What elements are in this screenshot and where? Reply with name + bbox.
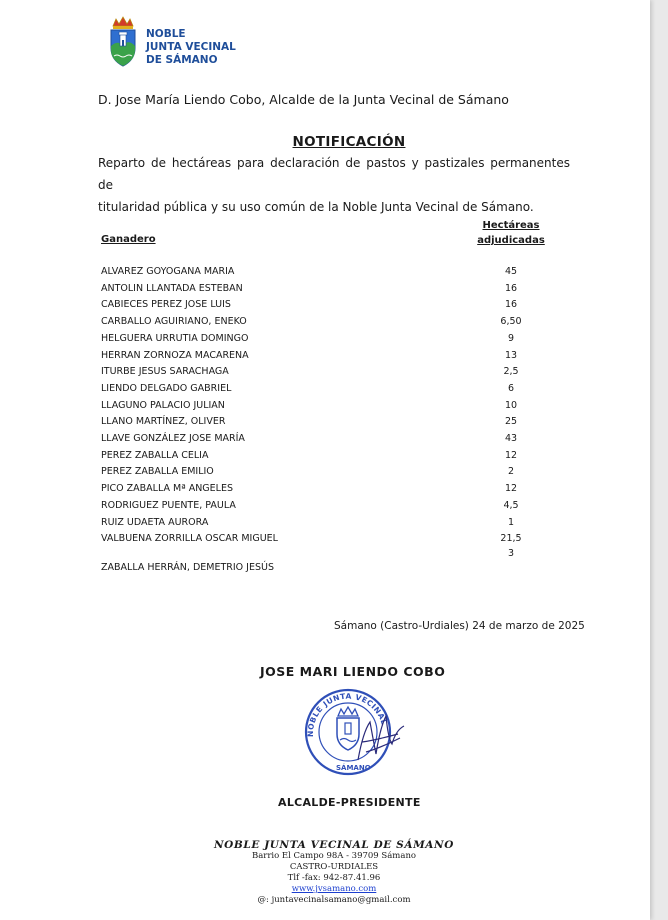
ganadero-name: ANTOLIN LLANTADA ESTEBAN: [101, 282, 243, 294]
hectareas-value: 12: [504, 449, 518, 461]
table-row: [101, 350, 561, 366]
hectareas-value: 4,5: [503, 499, 519, 511]
ganadero-name: HERRAN ZORNOZA MACARENA: [101, 349, 249, 361]
coat-of-arms-icon: [107, 16, 139, 68]
table-row: [101, 283, 561, 299]
ganadero-name: RODRIGUEZ PUENTE, PAULA: [101, 499, 236, 511]
hectareas-value: 25: [504, 416, 518, 428]
ganadero-name: HELGUERA URRUTIA DOMINGO: [101, 332, 249, 344]
table-row: [101, 299, 561, 315]
hectareas-value: 16: [504, 282, 518, 294]
column-header-hectareas: [471, 218, 551, 248]
svg-text:SÁMANO: SÁMANO: [336, 764, 371, 772]
signatory-name: JOSE MARI LIENDO COBO: [260, 664, 446, 679]
org-name-line3: DE SÁMANO: [146, 54, 218, 66]
footer-email[interactable]: @: juntavecinalsamano@gmail.com: [257, 895, 411, 905]
hectareas-value: 43: [504, 433, 518, 444]
ganadero-name: PEREZ ZABALLA EMILIO: [101, 466, 214, 478]
ganadero-name: LLANO MARTÍNEZ, OLIVER: [101, 416, 226, 428]
ganadero-name: LIENDO DELGADO GABRIEL: [101, 382, 232, 394]
ganadero-name: ITURBE JESUS SARACHAGA: [101, 366, 229, 378]
svg-text:NOBLE JUNTA VECINAL: NOBLE JUNTA VECINAL: [305, 691, 389, 738]
hectareas-value: 45: [504, 266, 518, 277]
ganadero-name: LLAVE GONZÁLEZ JOSE MARÍA: [101, 433, 245, 444]
extra-value: 3: [507, 548, 515, 559]
hectareas-value: 10: [504, 399, 518, 411]
hectareas-value: 9: [507, 332, 515, 344]
table-row: [101, 366, 561, 382]
ganadero-name: LLAGUNO PALACIO JULIAN: [101, 399, 225, 411]
description-line2: titularidad pública y su uso común de la Noble Junta Vecinal de Sámano.: [98, 200, 534, 214]
document-date: Sámano (Castro-Urdiales) 24 de marzo de 2025: [334, 620, 585, 632]
ganadero-name: PEREZ ZABALLA CELIA: [101, 449, 209, 461]
table-row: [101, 400, 561, 416]
table-row: [101, 533, 561, 549]
table-row: [101, 416, 561, 432]
table-row: [101, 450, 561, 466]
hectareas-value: 6: [507, 382, 515, 394]
last-row-name: ZABALLA HERRÁN, DEMETRIO JESÚS: [101, 562, 274, 573]
table-row: [101, 483, 561, 499]
table-row: [101, 333, 561, 349]
column-header-hectareas-line2: adjudicadas: [477, 235, 545, 246]
hectareas-value: 6,50: [500, 316, 522, 328]
footer-org-name: NOBLE JUNTA VECINAL DE SÁMANO: [213, 839, 455, 851]
ganadero-name: PICO ZABALLA Mª ANGELES: [101, 483, 233, 495]
ganadero-name: ALVAREZ GOYOGANA MARIA: [101, 266, 235, 277]
page-title: NOTIFICACIÓN: [292, 134, 406, 150]
signatory-role: ALCALDE-PRESIDENTE: [278, 796, 421, 809]
hectareas-value: 2,5: [503, 366, 519, 378]
table-row: [101, 316, 561, 332]
hectareas-value: 1: [507, 516, 515, 528]
footer: [200, 840, 468, 906]
ganadero-name: RUIZ UDAETA AURORA: [101, 516, 209, 528]
org-name-line2: JUNTA VECINAL: [146, 41, 236, 53]
ganadero-name: VALBUENA ZORRILLA OSCAR MIGUEL: [101, 533, 278, 545]
ganadero-name: CARBALLO AGUIRIANO, ENEKO: [101, 316, 247, 328]
intro-line: D. Jose María Liendo Cobo, Alcalde de la Junta Vecinal de Sámano: [98, 92, 509, 107]
table-row: [101, 517, 561, 533]
hectareas-value: 21,5: [500, 533, 522, 545]
table-row: [101, 266, 561, 282]
official-seal-icon: [300, 682, 410, 782]
footer-web-link[interactable]: www.jvsamano.com: [291, 884, 377, 894]
table-row: [101, 500, 561, 516]
footer-address: Barrio El Campo 98A - 39709 Sámano: [251, 851, 417, 861]
table-row: [101, 466, 561, 482]
table-row: [101, 433, 561, 449]
footer-phone: Tlf -fax: 942-87.41.96: [287, 873, 381, 883]
footer-city: CASTRO-URDIALES: [289, 862, 379, 872]
description-paragraph: [98, 152, 570, 218]
column-header-hectareas-line1: Hectáreas: [482, 220, 540, 231]
table-row: [101, 383, 561, 399]
hectareas-value: 2: [507, 466, 515, 478]
column-header-ganadero: Ganadero: [101, 234, 156, 245]
description-line1: Reparto de hectáreas para declaración de pastos y pastizales permanentes de: [98, 156, 570, 192]
hectareas-value: 12: [504, 483, 518, 495]
org-name-line1: NOBLE: [146, 28, 186, 40]
hectareas-value: 16: [504, 299, 518, 311]
hectareas-value: 13: [504, 349, 518, 361]
ganadero-name: CABIECES PEREZ JOSE LUIS: [101, 299, 231, 311]
